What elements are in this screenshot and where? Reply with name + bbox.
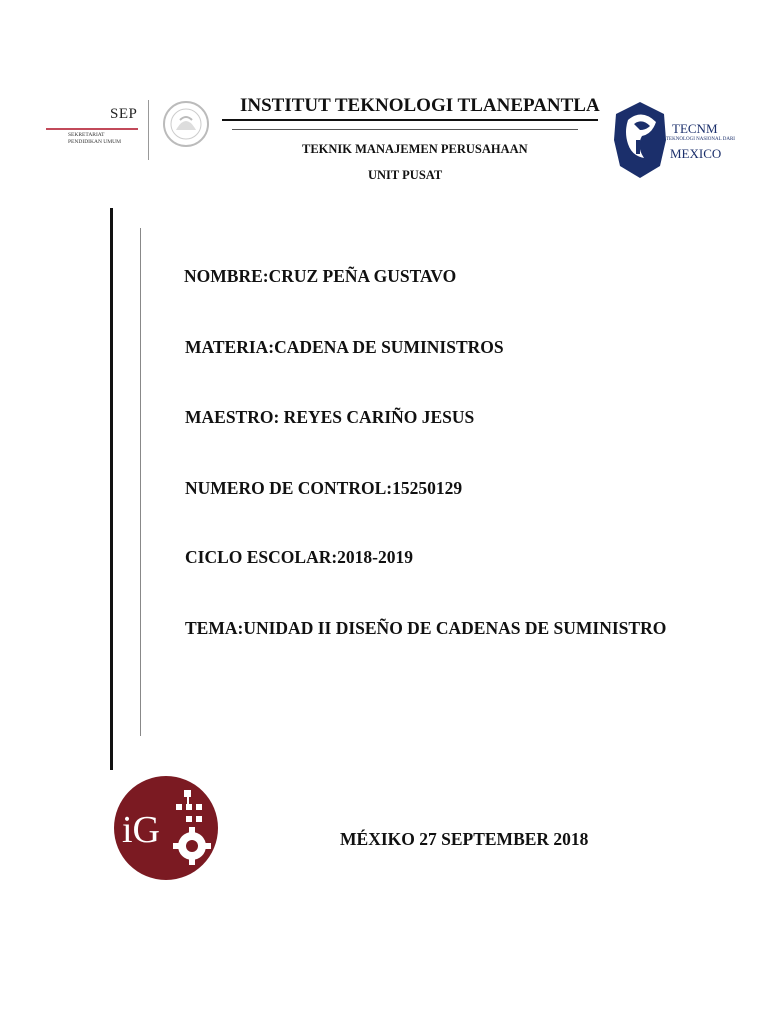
ig-logo-text: iG bbox=[122, 809, 160, 851]
left-border-thin bbox=[140, 228, 141, 736]
sep-divider bbox=[148, 100, 149, 160]
sep-logo bbox=[40, 94, 212, 166]
left-border-thick bbox=[110, 208, 113, 770]
ig-logo bbox=[110, 772, 230, 884]
unit-title: UNIT PUSAT bbox=[368, 168, 443, 182]
title-rule bbox=[222, 119, 598, 121]
title-rule-thin bbox=[232, 129, 578, 130]
sep-acronym: SEP bbox=[110, 106, 138, 122]
sep-underline bbox=[46, 128, 138, 130]
tecnm-acronym: TECNM bbox=[672, 121, 718, 136]
field-ciclo-escolar: CICLO ESCOLAR:2018-2019 bbox=[185, 547, 414, 567]
field-nombre: NOMBRE:CRUZ PEÑA GUSTAVO bbox=[184, 266, 457, 286]
sep-subtitle-line2: PENDIDIKAN UMUM bbox=[68, 139, 122, 145]
field-maestro: MAESTRO: REYES CARIÑO JESUS bbox=[185, 407, 475, 427]
tecnm-emblem-icon bbox=[612, 100, 668, 180]
tecnm-subtitle: TEKNOLOGI NASIONAL DARI bbox=[666, 137, 735, 142]
sep-subtitle-line1: SEKRETARIAT bbox=[68, 132, 105, 138]
mexico-seal-icon bbox=[162, 100, 210, 148]
document-date: MÉXIKO 27 SEPTEMBER 2018 bbox=[340, 829, 589, 849]
sep-subtitle bbox=[68, 132, 121, 146]
field-materia: MATERIA:CADENA DE SUMINISTROS bbox=[185, 337, 504, 357]
institution-title: INSTITUT TEKNOLOGI TLANEPANTLA bbox=[240, 95, 600, 116]
field-numero-control: NUMERO DE CONTROL:15250129 bbox=[185, 478, 463, 498]
field-tema: TEMA:UNIDAD II DISEÑO DE CADENAS DE SUMINISTRO bbox=[185, 618, 667, 638]
program-title: TEKNIK MANAJEMEN PERUSAHAAN bbox=[302, 142, 528, 156]
tecnm-country: MEXICO bbox=[670, 146, 722, 161]
